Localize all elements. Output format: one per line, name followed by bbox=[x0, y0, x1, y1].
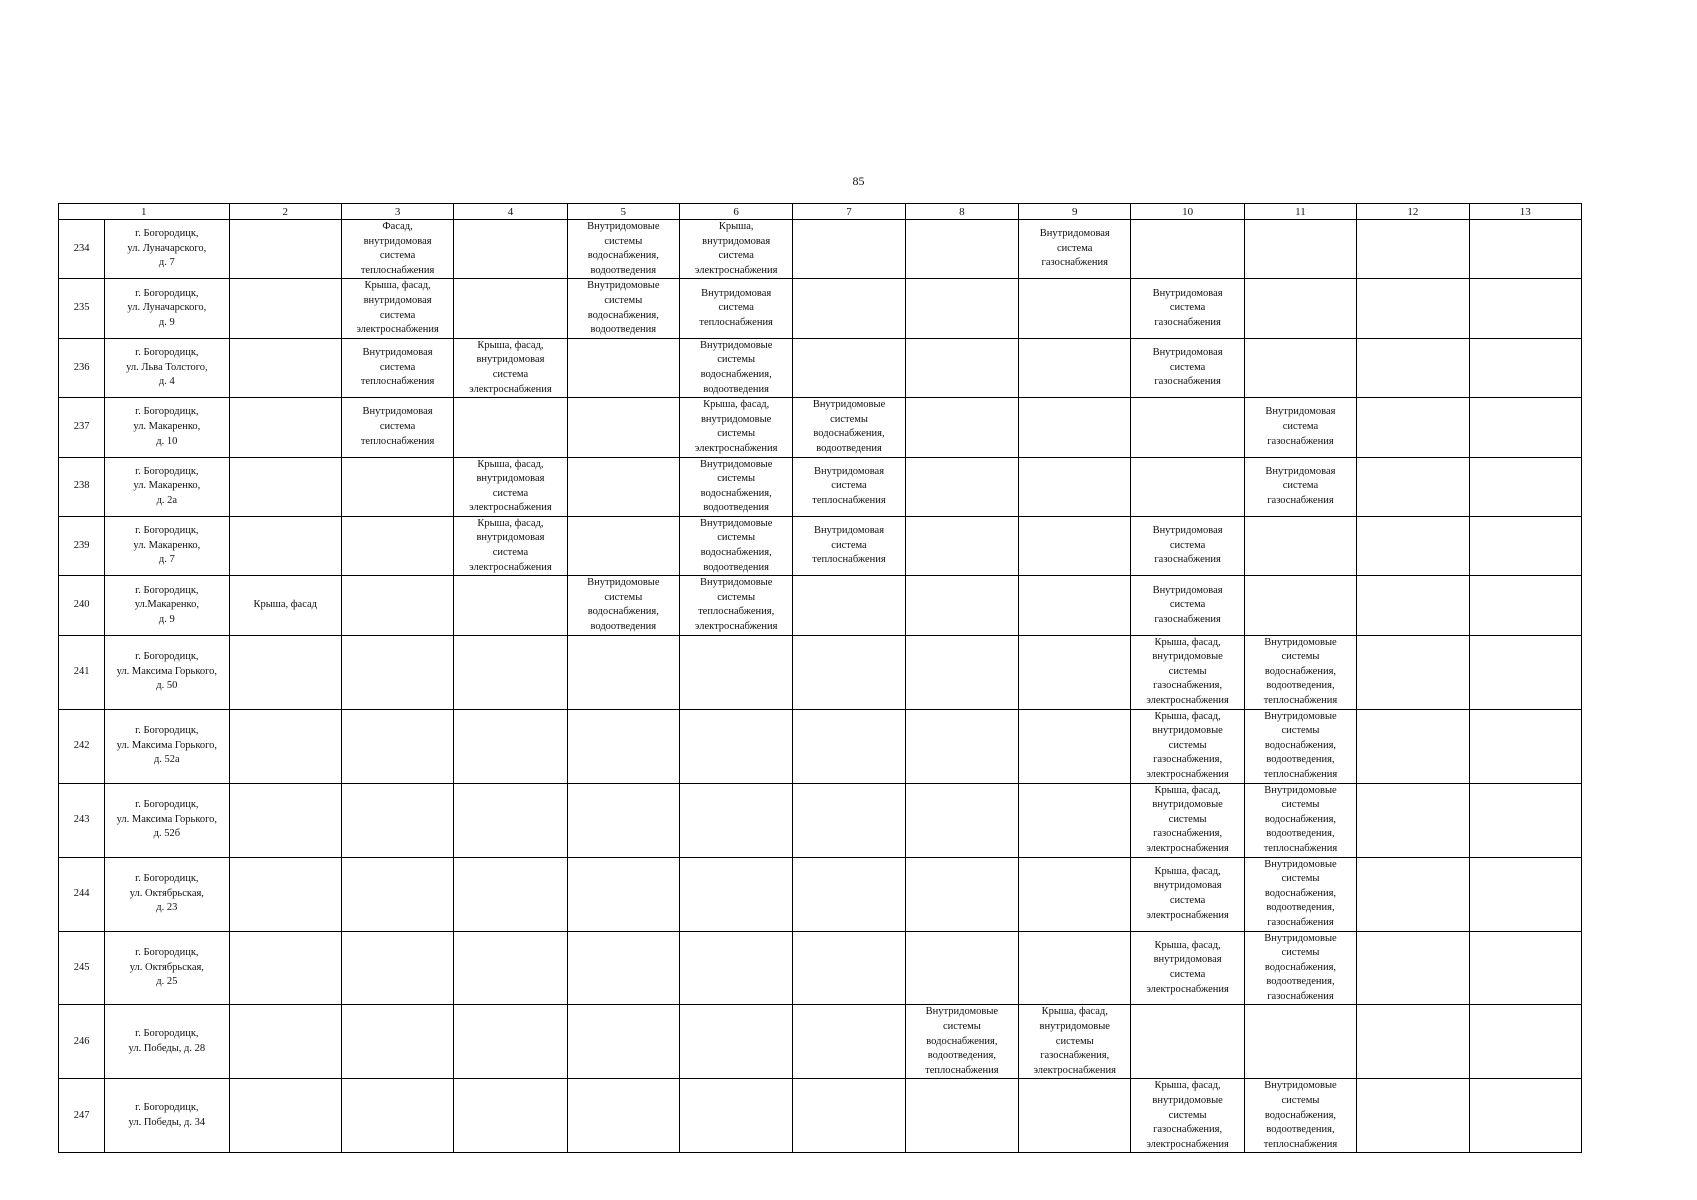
work-text: Внутридомовые системы водоснабжения, водоотведения, теплоснабжения bbox=[1263, 1080, 1338, 1150]
work-cell bbox=[1469, 1005, 1582, 1079]
work-cell bbox=[567, 279, 679, 338]
work-cell bbox=[1131, 709, 1244, 783]
work-text: Внутридомовая система теплоснабжения bbox=[360, 406, 435, 447]
work-text: Внутридомовая система теплоснабжения bbox=[812, 465, 886, 506]
address-text: г. Богородицк, ул. Луначарского, д. 9 bbox=[127, 287, 207, 328]
address-cell bbox=[105, 398, 229, 457]
work-cell bbox=[1357, 1005, 1469, 1079]
work-cell bbox=[1131, 576, 1244, 635]
work-cell bbox=[679, 709, 792, 783]
work-cell bbox=[1469, 338, 1582, 397]
work-cell bbox=[905, 398, 1018, 457]
work-text: Внутридомовая система газоснабжения bbox=[1152, 347, 1223, 388]
work-cell bbox=[567, 516, 679, 575]
work-cell bbox=[793, 398, 905, 457]
work-cell bbox=[1244, 635, 1356, 709]
work-cell bbox=[679, 1005, 792, 1079]
work-cell bbox=[793, 220, 905, 279]
work-cell bbox=[454, 279, 567, 338]
address-cell bbox=[105, 857, 229, 931]
work-cell bbox=[229, 279, 341, 338]
work-cell bbox=[1019, 1005, 1131, 1079]
work-cell bbox=[1357, 709, 1469, 783]
work-cell bbox=[454, 576, 567, 635]
work-text: Крыша, фасад, внутридомовые системы газоснабжения, электроснабжения bbox=[1033, 1006, 1116, 1076]
header-cell: 11 bbox=[1244, 204, 1356, 220]
work-cell bbox=[1469, 220, 1582, 279]
work-cell bbox=[454, 1079, 567, 1153]
header-cell: 3 bbox=[341, 204, 453, 220]
work-cell bbox=[1469, 635, 1582, 709]
header-cell: 5 bbox=[567, 204, 679, 220]
work-cell bbox=[1244, 783, 1356, 857]
address-cell bbox=[105, 457, 229, 516]
work-cell bbox=[905, 457, 1018, 516]
address-text: г. Богородицк, ул. Октябрьская, д. 25 bbox=[129, 947, 204, 988]
work-text: Внутридомовая система теплоснабжения bbox=[360, 347, 435, 388]
row-number-cell: 235 bbox=[59, 279, 105, 338]
work-cell bbox=[1469, 576, 1582, 635]
work-text: Внутридомовая система газоснабжения bbox=[1152, 584, 1223, 625]
work-text: Внутридомовая система газоснабжения bbox=[1152, 525, 1223, 566]
work-text: Внутридомовая система газоснабжения bbox=[1265, 406, 1336, 447]
work-cell bbox=[1244, 279, 1356, 338]
address-cell bbox=[105, 1079, 229, 1153]
work-cell bbox=[679, 931, 792, 1005]
address-text: г. Богородицк, ул. Победы, д. 34 bbox=[128, 1102, 206, 1128]
work-cell bbox=[1469, 857, 1582, 931]
work-cell bbox=[793, 931, 905, 1005]
work-cell bbox=[341, 1079, 453, 1153]
work-cell bbox=[905, 516, 1018, 575]
work-cell bbox=[229, 931, 341, 1005]
work-cell bbox=[1131, 516, 1244, 575]
work-cell bbox=[793, 457, 905, 516]
header-cell: 10 bbox=[1131, 204, 1244, 220]
address-cell bbox=[105, 709, 229, 783]
work-cell bbox=[1131, 457, 1244, 516]
work-cell bbox=[1019, 398, 1131, 457]
work-text: Внутридомовые системы водоснабжения, водоотведения bbox=[587, 221, 660, 276]
work-cell bbox=[1469, 457, 1582, 516]
work-cell bbox=[793, 857, 905, 931]
work-cell bbox=[1244, 398, 1356, 457]
row-number-cell: 234 bbox=[59, 220, 105, 279]
work-cell bbox=[1019, 576, 1131, 635]
work-cell bbox=[1019, 783, 1131, 857]
work-cell bbox=[454, 857, 567, 931]
work-cell bbox=[567, 1005, 679, 1079]
work-text: Внутридомовые системы водоснабжения, водоотведения, газоснабжения bbox=[1264, 932, 1337, 1002]
work-cell bbox=[1244, 220, 1356, 279]
address-cell bbox=[105, 576, 229, 635]
work-cell bbox=[1131, 398, 1244, 457]
address-text: г. Богородицк, ул. Максима Горького, д. 52б bbox=[116, 799, 218, 840]
work-text: Внутридомовая система газоснабжения bbox=[1152, 287, 1223, 328]
work-cell bbox=[567, 709, 679, 783]
work-cell bbox=[229, 516, 341, 575]
work-cell bbox=[793, 635, 905, 709]
work-text: Внутридомовые системы водоснабжения, водоотведения, теплоснабжения bbox=[925, 1006, 999, 1076]
work-cell bbox=[1357, 457, 1469, 516]
work-cell bbox=[341, 279, 453, 338]
work-cell bbox=[1019, 857, 1131, 931]
work-cell bbox=[905, 220, 1018, 279]
table-row bbox=[59, 338, 1582, 397]
work-cell bbox=[1131, 338, 1244, 397]
work-cell bbox=[1469, 709, 1582, 783]
work-cell bbox=[905, 709, 1018, 783]
work-cell bbox=[679, 1079, 792, 1153]
work-cell bbox=[1019, 516, 1131, 575]
table-row bbox=[59, 857, 1582, 931]
table-row bbox=[59, 398, 1582, 457]
work-cell bbox=[1244, 338, 1356, 397]
work-cell bbox=[341, 635, 453, 709]
work-text: Крыша, фасад, внутридомовая система электроснабжения bbox=[1146, 939, 1229, 995]
work-cell bbox=[229, 783, 341, 857]
work-cell bbox=[341, 576, 453, 635]
header-row bbox=[59, 204, 1582, 220]
work-cell bbox=[1019, 338, 1131, 397]
work-cell bbox=[1357, 783, 1469, 857]
work-cell bbox=[1019, 635, 1131, 709]
work-cell bbox=[1131, 220, 1244, 279]
work-cell bbox=[793, 338, 905, 397]
work-text: Внутридомовые системы водоснабжения, водоотведения bbox=[699, 517, 773, 573]
row-number-cell: 244 bbox=[59, 857, 105, 931]
header-cell: 9 bbox=[1019, 204, 1131, 220]
work-text: Внутридомовая система газоснабжения bbox=[1265, 465, 1336, 506]
table-row bbox=[59, 1005, 1582, 1079]
work-text: Внутридомовые системы водоснабжения, водоотведения, газоснабжения bbox=[1264, 858, 1337, 928]
address-text: г. Богородицк, ул. Макаренко, д. 2а bbox=[133, 465, 201, 506]
work-cell bbox=[454, 516, 567, 575]
work-cell bbox=[1131, 1005, 1244, 1079]
header-cell: 13 bbox=[1469, 204, 1582, 220]
table-row bbox=[59, 1079, 1582, 1153]
work-cell bbox=[905, 279, 1018, 338]
address-cell bbox=[105, 1005, 229, 1079]
work-text: Крыша, фасад, внутридомовые системы электроснабжения bbox=[694, 399, 778, 454]
work-cell bbox=[567, 576, 679, 635]
work-cell bbox=[454, 220, 567, 279]
work-cell bbox=[567, 457, 679, 516]
work-cell bbox=[793, 576, 905, 635]
work-text: Крыша, фасад, внутридомовая система электроснабжения bbox=[469, 458, 552, 514]
work-cell bbox=[341, 931, 453, 1005]
repair-schedule-table bbox=[58, 203, 1582, 1153]
address-cell bbox=[105, 783, 229, 857]
table-row bbox=[59, 457, 1582, 516]
work-cell bbox=[1131, 783, 1244, 857]
table-row bbox=[59, 635, 1582, 709]
work-cell bbox=[793, 279, 905, 338]
work-text: Внутридомовая система газоснабжения bbox=[1039, 228, 1110, 269]
work-cell bbox=[1357, 516, 1469, 575]
work-cell bbox=[1244, 1079, 1356, 1153]
address-text: г. Богородицк, ул. Победы, д. 28 bbox=[128, 1028, 206, 1054]
page-number: 85 bbox=[852, 174, 865, 188]
work-cell bbox=[1244, 1005, 1356, 1079]
work-cell bbox=[1469, 1079, 1582, 1153]
address-cell bbox=[105, 931, 229, 1005]
work-cell bbox=[1131, 857, 1244, 931]
row-number-cell: 236 bbox=[59, 338, 105, 397]
row-number-cell: 245 bbox=[59, 931, 105, 1005]
work-cell bbox=[1244, 516, 1356, 575]
work-cell bbox=[1469, 516, 1582, 575]
work-text: Крыша, фасад, внутридомовая система электроснабжения bbox=[1146, 865, 1229, 921]
address-cell bbox=[105, 338, 229, 397]
work-cell bbox=[1019, 709, 1131, 783]
work-cell bbox=[567, 398, 679, 457]
work-cell bbox=[793, 783, 905, 857]
work-cell bbox=[1019, 931, 1131, 1005]
work-cell bbox=[229, 220, 341, 279]
work-text: Внутридомовая система теплоснабжения bbox=[812, 525, 886, 566]
work-cell bbox=[793, 709, 905, 783]
work-cell bbox=[679, 279, 792, 338]
work-cell bbox=[454, 783, 567, 857]
work-cell bbox=[905, 1079, 1018, 1153]
work-cell bbox=[1019, 457, 1131, 516]
work-cell bbox=[1244, 709, 1356, 783]
work-cell bbox=[679, 516, 792, 575]
work-text: Внутридомовые системы водоснабжения, водоотведения bbox=[587, 577, 660, 633]
work-cell bbox=[1469, 931, 1582, 1005]
work-cell bbox=[567, 1079, 679, 1153]
row-number-cell: 242 bbox=[59, 709, 105, 783]
header-cell: 7 bbox=[793, 204, 905, 220]
work-cell bbox=[1357, 635, 1469, 709]
table-row bbox=[59, 220, 1582, 279]
address-text: г. Богородицк, ул. Максима Горького, д. 52а bbox=[116, 725, 218, 766]
work-cell bbox=[567, 635, 679, 709]
work-cell bbox=[1244, 857, 1356, 931]
work-cell bbox=[1131, 635, 1244, 709]
work-cell bbox=[793, 516, 905, 575]
work-cell bbox=[679, 457, 792, 516]
work-cell bbox=[454, 635, 567, 709]
table-row bbox=[59, 783, 1582, 857]
work-cell bbox=[1469, 398, 1582, 457]
table-row bbox=[59, 576, 1582, 635]
work-cell bbox=[905, 931, 1018, 1005]
work-cell bbox=[1019, 1079, 1131, 1153]
work-cell bbox=[229, 576, 341, 635]
work-cell bbox=[1357, 576, 1469, 635]
work-cell bbox=[229, 398, 341, 457]
work-text: Крыша, фасад bbox=[253, 599, 317, 611]
address-text: г. Богородицк, ул. Макаренко, д. 7 bbox=[133, 525, 201, 566]
header-cell: 8 bbox=[905, 204, 1018, 220]
table-row bbox=[59, 516, 1582, 575]
work-cell bbox=[1357, 220, 1469, 279]
work-text: Крыша, фасад, внутридомовая система электроснабжения bbox=[469, 339, 552, 395]
header-cell: 1 bbox=[59, 204, 230, 220]
work-cell bbox=[567, 220, 679, 279]
work-cell bbox=[1357, 279, 1469, 338]
header-cell: 12 bbox=[1357, 204, 1469, 220]
work-cell bbox=[1357, 398, 1469, 457]
work-text: Внутридомовые системы водоснабжения, водоотведения, теплоснабжения bbox=[1263, 784, 1338, 854]
work-cell bbox=[1244, 576, 1356, 635]
work-text: Крыша, фасад, внутридомовые системы газоснабжения, электроснабжения bbox=[1146, 636, 1229, 706]
address-cell bbox=[105, 220, 229, 279]
work-cell bbox=[341, 338, 453, 397]
work-text: Крыша, фасад, внутридомовая система электроснабжения bbox=[469, 517, 552, 573]
work-text: Внутридомовые системы водоснабжения, водоотведения bbox=[587, 280, 660, 336]
work-cell bbox=[905, 635, 1018, 709]
work-cell bbox=[229, 1005, 341, 1079]
work-text: Внутридомовые системы водоснабжения, водоотведения, теплоснабжения bbox=[1263, 710, 1338, 780]
row-number-cell: 239 bbox=[59, 516, 105, 575]
work-cell bbox=[341, 516, 453, 575]
work-cell bbox=[341, 1005, 453, 1079]
work-cell bbox=[679, 398, 792, 457]
work-cell bbox=[793, 1079, 905, 1153]
work-cell bbox=[1131, 931, 1244, 1005]
work-cell bbox=[229, 857, 341, 931]
header-cell: 6 bbox=[679, 204, 792, 220]
work-cell bbox=[1357, 857, 1469, 931]
work-cell bbox=[793, 1005, 905, 1079]
work-cell bbox=[229, 1079, 341, 1153]
row-number-cell: 240 bbox=[59, 576, 105, 635]
work-cell bbox=[1244, 931, 1356, 1005]
work-cell bbox=[454, 398, 567, 457]
work-cell bbox=[679, 576, 792, 635]
work-text: Внутридомовая система теплоснабжения bbox=[699, 287, 773, 328]
address-text: г. Богородицк, ул.Макаренко, д. 9 bbox=[134, 584, 199, 625]
address-text: г. Богородицк, ул. Луначарского, д. 7 bbox=[127, 228, 207, 269]
row-number-cell: 246 bbox=[59, 1005, 105, 1079]
work-cell bbox=[905, 338, 1018, 397]
work-text: Крыша, фасад, внутридомовые системы газоснабжения, электроснабжения bbox=[1146, 784, 1229, 854]
work-text: Крыша, внутридомовая система электроснабжения bbox=[694, 221, 778, 276]
row-number-cell: 241 bbox=[59, 635, 105, 709]
table-row bbox=[59, 709, 1582, 783]
work-cell bbox=[567, 857, 679, 931]
address-cell bbox=[105, 279, 229, 338]
work-cell bbox=[341, 220, 453, 279]
work-text: Внутридомовые системы водоснабжения, водоотведения bbox=[812, 399, 886, 454]
work-cell bbox=[1244, 457, 1356, 516]
work-cell bbox=[679, 857, 792, 931]
table-body bbox=[59, 204, 1582, 1153]
work-cell bbox=[905, 783, 1018, 857]
work-text: Крыша, фасад, внутридомовые системы газоснабжения, электроснабжения bbox=[1146, 1080, 1229, 1150]
work-cell bbox=[341, 709, 453, 783]
work-cell bbox=[567, 783, 679, 857]
work-cell bbox=[679, 635, 792, 709]
work-cell bbox=[1469, 783, 1582, 857]
work-text: Внутридомовые системы водоснабжения, водоотведения bbox=[699, 339, 773, 395]
row-number-cell: 247 bbox=[59, 1079, 105, 1153]
row-number-cell: 238 bbox=[59, 457, 105, 516]
address-cell bbox=[105, 516, 229, 575]
work-cell bbox=[1357, 1079, 1469, 1153]
address-text: г. Богородицк, ул. Макаренко, д. 10 bbox=[133, 406, 201, 447]
work-cell bbox=[341, 398, 453, 457]
work-cell bbox=[905, 1005, 1018, 1079]
work-cell bbox=[1019, 279, 1131, 338]
work-cell bbox=[679, 783, 792, 857]
work-cell bbox=[229, 457, 341, 516]
work-cell bbox=[229, 709, 341, 783]
table-row bbox=[59, 279, 1582, 338]
work-text: Крыша, фасад, внутридомовые системы газоснабжения, электроснабжения bbox=[1146, 710, 1229, 780]
address-text: г. Богородицк, ул. Максима Горького, д. 50 bbox=[116, 651, 218, 692]
work-cell bbox=[454, 457, 567, 516]
row-number-cell: 243 bbox=[59, 783, 105, 857]
table-row bbox=[59, 931, 1582, 1005]
work-cell bbox=[454, 338, 567, 397]
work-cell bbox=[341, 783, 453, 857]
row-number-cell: 237 bbox=[59, 398, 105, 457]
work-cell bbox=[1131, 279, 1244, 338]
work-cell bbox=[679, 338, 792, 397]
work-cell bbox=[1019, 220, 1131, 279]
work-cell bbox=[454, 709, 567, 783]
work-text: Внутридомовые системы водоснабжения, водоотведения, теплоснабжения bbox=[1263, 636, 1338, 706]
work-cell bbox=[454, 1005, 567, 1079]
work-cell bbox=[454, 931, 567, 1005]
work-text: Внутридомовые системы водоснабжения, водоотведения bbox=[699, 458, 773, 514]
work-cell bbox=[905, 576, 1018, 635]
work-cell bbox=[905, 857, 1018, 931]
work-cell bbox=[229, 635, 341, 709]
address-text: г. Богородицк, ул. Льва Толстого, д. 4 bbox=[126, 347, 208, 388]
work-cell bbox=[679, 220, 792, 279]
work-cell bbox=[341, 857, 453, 931]
work-cell bbox=[1469, 279, 1582, 338]
header-cell: 4 bbox=[454, 204, 567, 220]
work-text: Крыша, фасад, внутридомовая система электроснабжения bbox=[356, 280, 439, 336]
address-cell bbox=[105, 635, 229, 709]
work-cell bbox=[341, 457, 453, 516]
header-cell: 2 bbox=[229, 204, 341, 220]
address-text: г. Богородицк, ул. Октябрьская, д. 23 bbox=[129, 873, 204, 914]
work-cell bbox=[567, 931, 679, 1005]
work-cell bbox=[1357, 338, 1469, 397]
work-cell bbox=[1131, 1079, 1244, 1153]
work-text: Фасад, внутридомовая система теплоснабжения bbox=[360, 221, 435, 276]
work-cell bbox=[1357, 931, 1469, 1005]
work-text: Внутридомовые системы теплоснабжения, электроснабжения bbox=[694, 577, 778, 633]
work-cell bbox=[567, 338, 679, 397]
work-cell bbox=[229, 338, 341, 397]
